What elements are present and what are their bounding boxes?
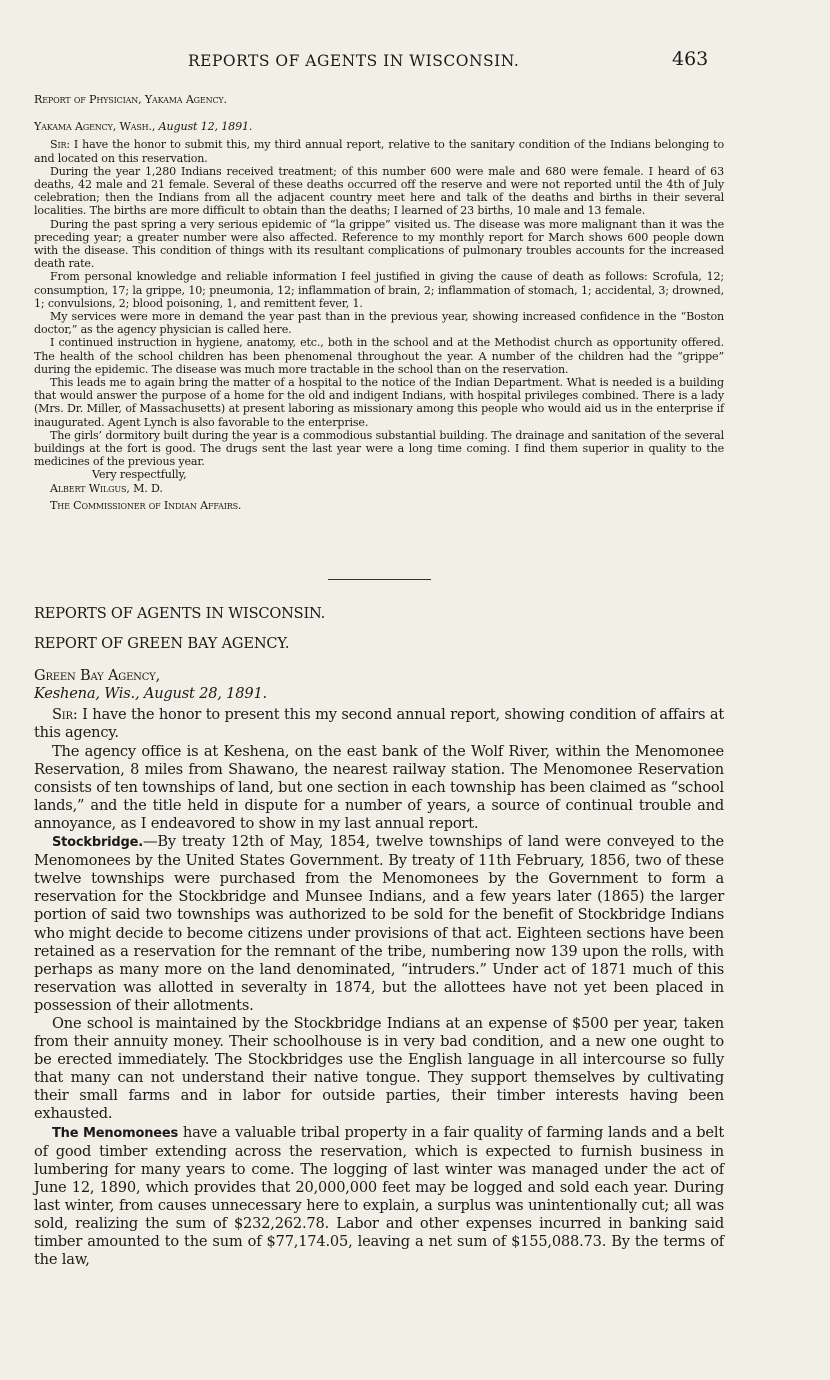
paragraph: [34, 706, 724, 742]
paragraph-text: I have the honor to submit this, my third annual report, relative to the sanitary condition of the Indians belonging to and located on this reservation.: [34, 138, 724, 165]
dateline: [34, 120, 724, 133]
paragraph: During the past spring a very serious epidemic of “la grippe” visited us. The disease was more malignant than it was the preceding year; a greater number were also affected. Reference to my monthly report for March shows 600 people down with the disease. This condition of things with its resultant complications of pulmonary troubles accounts for the increased death rate.: [34, 217, 724, 271]
menomonees-heading: The Menomonees: [52, 1125, 179, 1141]
paragraph: [34, 833, 724, 1015]
paragraph: From personal knowledge and reliable information I feel justified in giving the cause of death as follows: Scrofula, 12; consumption, 17; la grippe, 10; pneumonia, 12; inflammation of brain, 2; inflammation of stomach, 1; accidental, 3; drowned, 1; convulsions, 2; blood poisoning, 1, and remittent fever, 1.: [34, 270, 724, 310]
salutation: Sir:: [52, 706, 78, 724]
page-number: 463: [672, 48, 709, 70]
report-title: Report of Physician, Yakama Agency.: [34, 93, 227, 106]
green-bay-report: [34, 605, 724, 1269]
closing: Very respectfully,: [92, 468, 187, 482]
section-title: REPORTS OF AGENTS IN WISCONSIN.: [34, 605, 326, 622]
paragraph: One school is maintained by the Stockbridge Indians at an expense of $500 per year, taken from their annuity money. Their schoolhouse is in very bad condition, and a new one ought to be erected immediately. The Stockbridges use the English language in all intercourse so fully that many can not understand their native tongue. They support themselves by cultivating their small farms and in labor for outside parties, their timber interests having been exhausted.: [34, 1014, 724, 1123]
dateline-detail: Keshena, Wis., August 28, 1891.: [34, 685, 267, 703]
paragraph-text: I have the honor to present this my second annual report, showing condition of affairs at this agency.: [34, 706, 724, 742]
paragraph: My services were more in demand the year past than in the previous year, showing increased confidence in the “Boston doctor,” as the agency physician is called here.: [34, 310, 724, 337]
paragraph: I continued instruction in hygiene, anatomy, etc., both in the school and at the Methodist church as opportunity offered. The health of the school children has been phenomenal throughout the year. A number of the children had the “grippe” during the epidemic. The disease was much more tractable in the school than on the reservation.: [34, 336, 724, 376]
running-title: REPORTS OF AGENTS IN WISCONSIN.: [188, 52, 520, 70]
signature: Albert Wilgus, M. D.: [50, 481, 163, 495]
running-header: [0, 48, 830, 76]
paragraph: The agency office is at Keshena, on the east bank of the Wolf River, within the Menomonee Reservation, 8 miles from Shawano, the nearest railway station. The Menomonee Reservation consists of ten townships of land, but one section in each township has been claimed as “school lands,” and the title held in dispute for a number of years, a source of continual trouble and annoyance, as I endeavored to show in my last annual report.: [34, 742, 724, 832]
dateline: [34, 667, 724, 703]
stockbridge-heading: Stockbridge.: [52, 835, 143, 851]
paragraph-text: —By treaty 12th of May, 1854, twelve townships of land were conveyed to the Menomonees by the United States Government. By treaty of 11th February, 1856, two of these twelve townships were purchased from the Menomonees by the Government to form a reservation for the Stockbridge and Munsee Indians, and a few years later (1865) the larger portion of said two townships was authorized to be sold for the benefit of Stockbridge Indians who might decide to become citizens under provisions of that act. Eighteen sections have been retained as a reservation for the remnant of the tribe, numbering now 139 upon the rolls, with perhaps as many more on the land denominated, “intruders.” Under act of 1871 much of this reservation was allotted in severalty in 1874, but the allottees have not yet been placed in possession of their allotments.: [34, 833, 724, 1014]
dateline-place: Green Bay Agency,: [34, 667, 161, 685]
paragraph: This leads me to again bring the matter of a hospital to the notice of the Indian Department. What is needed is a building that would answer the purpose of a home for the old and indigent Indians, with hospital privileges combined. There is a lady (Mrs. Dr. Miller, of Massachusetts) at present laboring as missionary among this people who would aid us in the enterprise if inaugurated. Agent Lynch is also favorable to the enterprise.: [34, 376, 724, 429]
salutation: Sir:: [50, 138, 70, 152]
addressee: The Commissioner of Indian Affairs.: [50, 498, 242, 512]
section-divider: [328, 579, 431, 580]
paragraph: [34, 138, 724, 164]
report-title: REPORT OF GREEN BAY AGENCY.: [34, 635, 290, 653]
yakama-report: [34, 93, 724, 512]
paragraph-text: have a valuable tribal property in a fair quality of farming lands and a belt of good timber extending across the reservation, which is expected to furnish business in lumbering for many years to come. The logging of last winter was managed under the act of June 12, 1890, which provides that 20,000,000 feet may be logged and sold each year. During last winter, from causes unnecessary here to explain, a surplus was unintentionally cut; all was sold, realizing the sum of $232,262.78. Labor and other expenses incurred in banking said timber amounted to the sum of $77,174.05, leaving a net sum of $155,088.73. By the terms of the law,: [34, 1123, 724, 1269]
dateline-place: Yakama Agency, Wash.,: [34, 120, 156, 134]
paragraph: [34, 1124, 724, 1270]
dateline-date: August 12, 1891.: [158, 120, 253, 134]
paragraph: The girls’ dormitory built during the year is a commodious substantial building. The drainage and sanitation of the several buildings at the fort is good. The drugs sent the last year were a long time coming. I find them superior in quality to the medicines of the previous year.: [34, 428, 724, 469]
paragraph: During the year 1,280 Indians received treatment; of this number 600 were male and 680 were female. I heard of 63 deaths, 42 male and 21 female. Several of these deaths occurred off the reserve and were not reported until the 4th of July celebration; then the Indians from all the adjacent country meet here and talk of the deaths and births in their several localities. The births are more difficult to obtain than the deaths; I learned of 23 births, 10 male and 13 female.: [34, 164, 724, 218]
